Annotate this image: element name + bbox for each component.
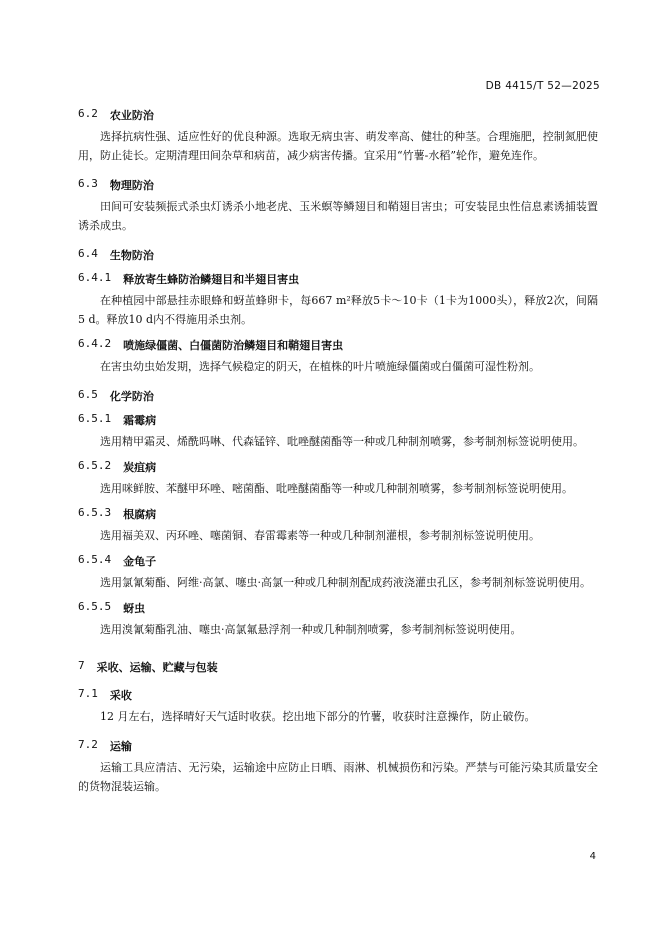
section-title: 金龟子 [123,555,157,568]
section-heading [78,107,598,123]
section-title: 采收、运输、贮藏与包装 [96,661,218,674]
paragraph: 选择抗病性强、适应性好的优良种源。选取无病虫害、萌发率高、健壮的种茎。合理施肥，控制氮肥使用，防止徒长。定期清理田间杂草和病苗，减少病害传播。宜采用“竹薯-水稻”轮作，避免连作。 [78,130,598,162]
section-heading [78,506,598,522]
paragraph: 12 月左右，选择晴好天气适时收获。挖出地下部分的竹薯，收获时注意操作，防止破伤。 [100,710,536,723]
paragraph: 选用福美双、丙环唑、噻菌铜、春雷霉素等一种或几种制剂灌根，参考制剂标签说明使用。 [100,529,540,542]
paragraph: 选用溴氰菊酯乳油、噻虫·高氯氟悬浮剂一种或几种制剂喷雾，参考制剂标签说明使用。 [100,623,522,636]
section-number: 6.5.2 [78,459,112,472]
section-title: 蚜虫 [123,602,146,615]
section-title: 物理防治 [109,179,154,192]
paragraph: 田间可安装频振式杀虫灯诱杀小地老虎、玉米螟等鳞翅目和鞘翅目害虫；可安装昆虫性信息素诱捕装置诱杀成虫。 [78,200,598,232]
section-number: 7.2 [78,738,98,751]
section-heading [78,553,598,569]
section-number: 6.5 [78,388,98,401]
page-number: 4 [589,851,596,862]
section-number: 6.5.4 [78,553,112,566]
section-heading [78,412,598,428]
section-heading [78,271,598,287]
section-title: 采收 [109,689,132,702]
section-heading [78,177,598,193]
section-number: 6.5.1 [78,412,112,425]
section-heading [78,388,598,404]
section-number: 6.5.3 [78,506,112,519]
section-title: 喷施绿僵菌、白僵菌防治鳞翅目和鞘翅目害虫 [123,339,344,352]
paragraph: 运输工具应清洁、无污染，运输途中应防止日晒、雨淋、机械损伤和污染。严禁与可能污染其质量安全的货物混装运输。 [78,761,598,793]
paragraph: 在害虫幼虫始发期，选择气候稳定的阴天，在植株的叶片喷施绿僵菌或白僵菌可湿性粉剂。 [100,360,540,373]
paragraph: 选用氯氰菊酯、阿维·高氯、噻虫·高氯一种或几种制剂配成药液浇灌虫孔区，参考制剂标签说明使用。 [100,576,591,589]
section-number: 7.1 [78,687,98,700]
section-heading [78,459,598,475]
section-number: 6.2 [78,107,98,120]
section-title: 农业防治 [109,109,154,122]
section-heading [78,337,598,353]
section-title: 炭疽病 [123,461,157,474]
section-heading [78,659,598,675]
section-heading [78,687,598,703]
section-number: 7 [78,659,85,672]
section-number: 6.5.5 [78,600,112,613]
paragraph: 选用咪鲜胺、苯醚甲环唑、嘧菌酯、吡唑醚菌酯等一种或几种制剂喷雾，参考制剂标签说明使用。 [100,482,573,495]
section-heading [78,600,598,616]
section-heading [78,738,598,754]
section-heading [78,247,598,263]
section-title: 生物防治 [109,249,154,262]
document-id: DB 4415/T 52—2025 [485,80,600,92]
section-number: 6.4 [78,247,98,260]
paragraph: 在种植园中部悬挂赤眼蜂和蚜茧蜂卵卡，每667 m²释放5卡～10卡（1卡为1000头），释放2次，间隔5 d。释放10 d内不得施用杀虫剂。 [78,294,598,326]
section-number: 6.4.1 [78,271,112,284]
section-title: 释放寄生蜂防治鳞翅目和半翅目害虫 [123,273,300,286]
section-title: 霜霉病 [123,414,157,427]
section-title: 运输 [109,740,132,753]
section-title: 根腐病 [123,508,157,521]
section-number: 6.3 [78,177,98,190]
section-title: 化学防治 [109,390,154,403]
paragraph: 选用精甲霜灵、烯酰吗啉、代森锰锌、吡唑醚菌酯等一种或几种制剂喷雾，参考制剂标签说明使用。 [100,435,584,448]
document-body [78,95,598,798]
section-number: 6.4.2 [78,337,112,350]
